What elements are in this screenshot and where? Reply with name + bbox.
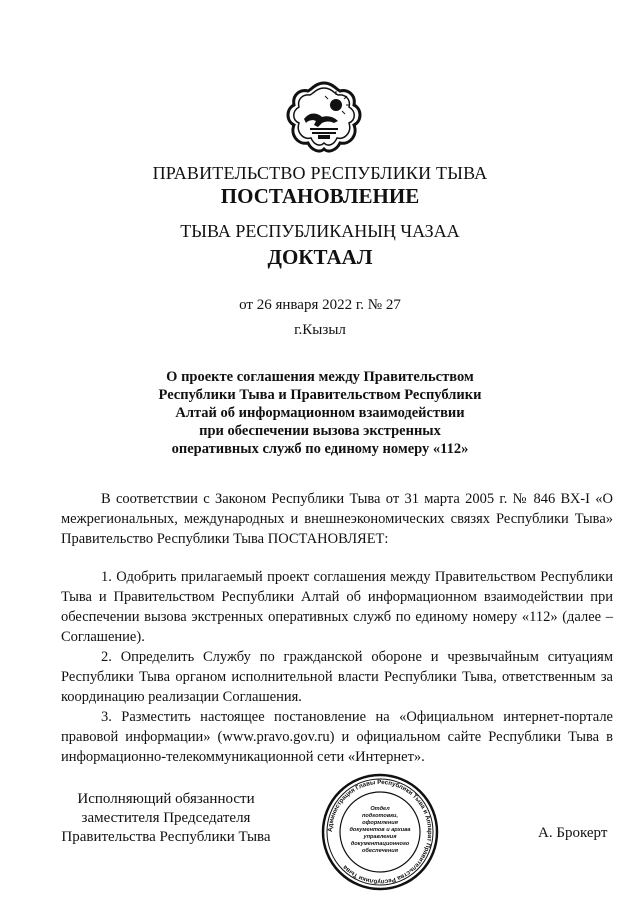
resolution-item: 1. Одобрить прилагаемый проект соглашения между Правительством Республики Тыва и Правительством Республики Алтай об информационном взаимодействии при обеспечении вызова экстренных оперативных служб по единому номеру «112» (далее – Соглашение). [61, 569, 613, 645]
document-type-ru: ПОСТАНОВЛЕНИЕ [220, 184, 420, 208]
signatory-title-line: Исполняющий обязанности [77, 791, 255, 807]
coat-of-arms-emblem [284, 77, 364, 157]
stamp-inner-line: управления [363, 834, 397, 840]
signatory-name: А. Брокерт [538, 825, 608, 841]
stamp-inner-line: документов и архива [349, 827, 411, 833]
signatory-title-line: Правительства Республики Тыва [61, 829, 271, 845]
document-type-tyv: ДОКТААЛ [267, 245, 373, 269]
government-name-tyv: ТЫВА РЕСПУБЛИКАНЫҢ ЧАЗАА [180, 221, 460, 241]
resolution-item: 2. Определить Службу по гражданской обороне и чрезвычайным ситуациям Республики Тыва органом исполнительной власти Республики Тыва, ответственным за координацию реализации Соглашения. [61, 649, 613, 705]
preamble-text: В соответствии с Законом Республики Тыва от 31 марта 2005 г. № 846 ВХ-I «О межрегиональных, международных и внешнеэкономических связях Республики Тыва» Правительство Республики Тыва ПОСТАНОВЛЯЕТ: [61, 491, 613, 547]
preamble [61, 489, 613, 549]
signatory-title-line: заместителя Председателя [81, 810, 251, 826]
government-name-ru: ПРАВИТЕЛЬСТВО РЕСПУБЛИКИ ТЫВА [152, 163, 488, 183]
official-stamp [320, 772, 440, 892]
subject-line: О проекте соглашения между Правительством [166, 369, 474, 385]
subject-line: Алтай об информационном взаимодействии [175, 405, 465, 421]
resolution-item: 3. Разместить настоящее постановление на «Официальном интернет-портале правовой информации» (www.pravo.gov.ru) и официальном сайте Республики Тыва в информационно-телекоммуникационной сети «Интернет». [61, 709, 613, 765]
date-number: от 26 января 2022 г. № 27 [239, 297, 401, 313]
stamp-inner-line: подготовки, [361, 813, 399, 819]
city: г.Кызыл [294, 322, 346, 338]
resolution-items [61, 567, 613, 767]
subject-line: при обеспечении вызова экстренных [199, 423, 441, 439]
stamp-outer-text: Администрация Главы Республики Тыва и Аппарат Правительства Республики Тыва [326, 778, 434, 886]
subject-line: Республики Тыва и Правительством Республики [158, 387, 482, 403]
signatory-title [61, 790, 271, 847]
subject-line: оперативных служб по единому номеру «112» [171, 441, 469, 457]
document-subject [0, 368, 640, 458]
stamp-inner-line: оформления [362, 820, 398, 826]
stamp-inner-line: Отдел [370, 806, 390, 812]
stamp-inner-line: обеспечения [361, 848, 399, 854]
stamp-inner-line: документационного [350, 841, 410, 847]
